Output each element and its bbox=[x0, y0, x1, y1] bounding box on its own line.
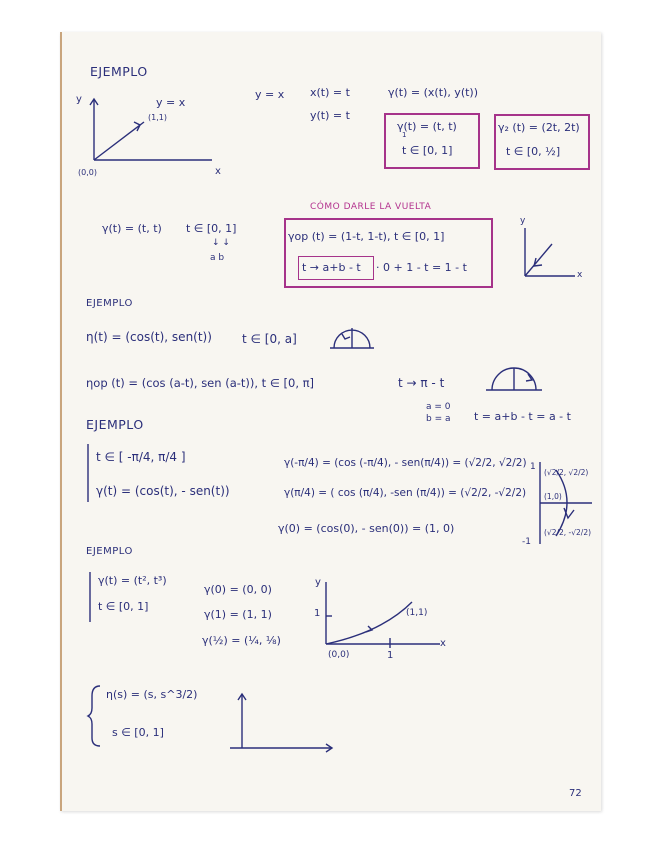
ex3-val-1: γ(-π/4) = (cos (-π/4), - sen(π/4)) = (√2/2, √2/2) bbox=[284, 457, 527, 469]
gamma1-subscript: 1 bbox=[402, 131, 407, 139]
ex5-empty-axes bbox=[62, 32, 601, 811]
ex3-val-2: γ(π/4) = ( cos (π/4), -sen (π/4)) = (√2/2, -√2/2) bbox=[284, 487, 527, 499]
reverse-interval: t ∈ [0, 1] bbox=[186, 222, 237, 235]
ex2-eta-interval: t ∈ [0, a] bbox=[242, 332, 297, 346]
ex3-val-3: γ(0) = (cos(0), - sen(0)) = (1, 0) bbox=[278, 522, 455, 535]
ex2-b-eq: b = a bbox=[426, 414, 451, 424]
gamma1-def: γ(t) = (t, t) bbox=[397, 120, 457, 133]
ex1-origin-label: (0,0) bbox=[78, 168, 97, 177]
gamma2-interval: t ∈ [0, ½] bbox=[506, 145, 561, 158]
ex3-graph-p1: (√2/2, √2/2) bbox=[544, 468, 589, 477]
ex4-axis-x: x bbox=[440, 638, 446, 649]
ex1-y-of-t: y(t) = t bbox=[310, 109, 350, 122]
ex4-axis-y: y bbox=[315, 577, 321, 588]
ex2-rule: t → π - t bbox=[398, 376, 445, 390]
ex2-rule-2: t = a+b - t = a - t bbox=[474, 410, 571, 423]
ex2-eta-op: ηop (t) = (cos (a-t), sen (a-t)), t ∈ [0, π] bbox=[86, 376, 315, 390]
reverse-arrows: ↓ ↓ bbox=[212, 238, 230, 248]
ex2-a-eq: a = 0 bbox=[426, 402, 451, 412]
page-number: 72 bbox=[569, 788, 582, 799]
ex3-graph-bottom: -1 bbox=[522, 537, 531, 547]
ex3-interval: t ∈ [ -π/4, π/4 ] bbox=[96, 450, 186, 464]
gamma1-interval: t ∈ [0, 1] bbox=[402, 144, 453, 157]
reverse-heading: CÓMO DARLE LA VUELTA bbox=[310, 202, 432, 212]
ex1-line-label: y = x bbox=[156, 96, 186, 109]
example-1-title: EJEMPLO bbox=[90, 64, 148, 79]
reverse-axis-y: y bbox=[520, 216, 526, 226]
example-4-title: EJEMPLO bbox=[86, 546, 133, 557]
ex2-eta: η(t) = (cos(t), sen(t)) bbox=[86, 330, 212, 344]
ex1-eq-yx: y = x bbox=[255, 88, 285, 101]
ex4-v1: γ(1) = (1, 1) bbox=[204, 608, 272, 621]
ex4-v0: γ(0) = (0, 0) bbox=[204, 583, 272, 596]
ex1-curve-def: γ(t) = (x(t), y(t)) bbox=[388, 86, 479, 99]
ex4-gamma: γ(t) = (t², t³) bbox=[98, 574, 167, 587]
ex3-graph-p3: (√2/2, -√2/2) bbox=[544, 528, 592, 537]
ex4-tick-y: 1 bbox=[314, 608, 321, 619]
ex4-origin: (0,0) bbox=[328, 650, 350, 660]
reverse-rule: t → a+b - t bbox=[302, 261, 361, 274]
example-2-title: EJEMPLO bbox=[86, 298, 133, 309]
gamma-op-def: γop (t) = (1-t, 1-t), t ∈ [0, 1] bbox=[288, 230, 445, 243]
ex4-point: (1,1) bbox=[406, 608, 428, 618]
ex4-vhalf: γ(½) = (¼, ⅛) bbox=[202, 634, 281, 647]
reverse-axis-x: x bbox=[577, 270, 583, 280]
gamma2-def: γ₂ (t) = (2t, 2t) bbox=[498, 121, 580, 134]
notebook-page bbox=[60, 32, 601, 811]
reverse-a-b: a b bbox=[210, 253, 225, 263]
ex4-interval: t ∈ [0, 1] bbox=[98, 600, 149, 613]
reverse-rule-rest: · 0 + 1 - t = 1 - t bbox=[376, 261, 467, 274]
ex1-axis-x: x bbox=[215, 166, 221, 177]
ex5-eta: η(s) = (s, s^3/2) bbox=[106, 688, 198, 701]
ex3-graph-p2: (1,0) bbox=[544, 492, 562, 501]
example-3-title: EJEMPLO bbox=[86, 417, 144, 432]
ex1-axis-y: y bbox=[76, 94, 82, 105]
ex1-x-of-t: x(t) = t bbox=[310, 86, 350, 99]
ex3-graph-top: 1 bbox=[530, 462, 536, 472]
ex3-gamma: γ(t) = (cos(t), - sen(t)) bbox=[96, 484, 230, 498]
ex5-interval: s ∈ [0, 1] bbox=[112, 726, 164, 739]
reverse-gamma: γ(t) = (t, t) bbox=[102, 222, 162, 235]
ex1-point-label: (1,1) bbox=[148, 113, 167, 122]
ex4-tick-x: 1 bbox=[387, 650, 394, 661]
